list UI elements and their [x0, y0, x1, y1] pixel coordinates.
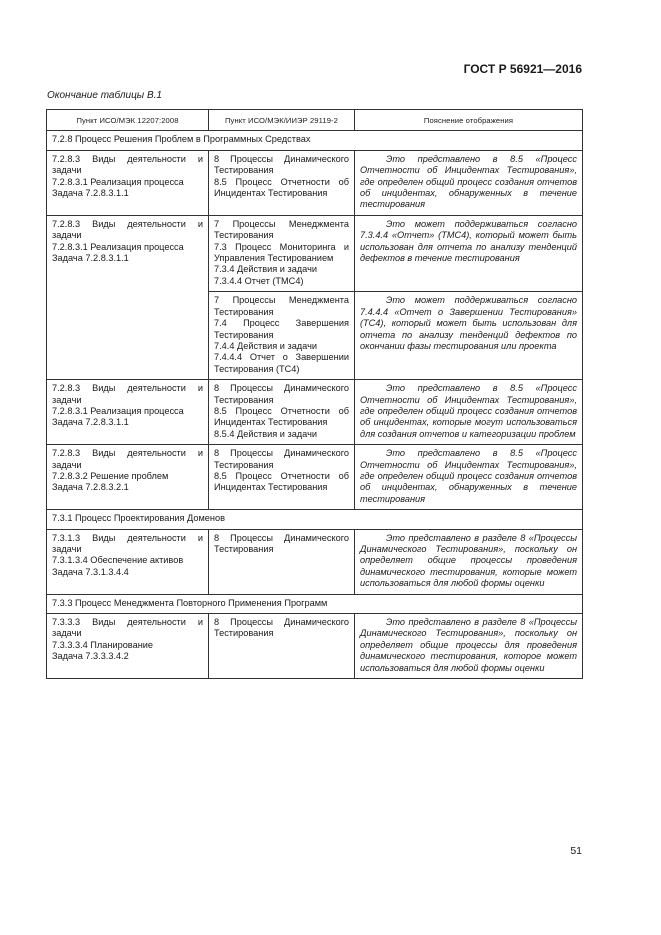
clause-text: 7 Процессы Менеджмента Тестирования: [214, 218, 349, 241]
clause-text: 7.4.4 Действия и задачи: [214, 340, 317, 351]
clause-text: 7.3.4 Действия и задачи: [214, 264, 317, 275]
page-number: 51: [570, 845, 582, 857]
table-header-row: [47, 110, 583, 131]
clause-text: 8 Процессы Динамического Тестирования: [214, 532, 349, 554]
clause-text: 8.5 Процесс Отчетности об Инцидентах Тестирования: [214, 405, 349, 428]
section-title: 7.3.3 Процесс Менеджмента Повторного Применения Программ: [47, 594, 583, 613]
clause-text: 7.2.8.3 Виды деятельности и задачи: [52, 218, 203, 241]
explanation-cell: Это представлено в разделе 8 «Процессы Динамического Тестирования», поскольку он определяет общие процессы проведения динамического тестирования, которые может использоваться для любой формы оценки: [355, 529, 583, 594]
section-row: [47, 594, 583, 613]
iso-12207-cell: [47, 529, 209, 594]
column-header: Пункт ИСО/МЭК/ИИЭР 29119-2: [209, 110, 355, 131]
table-caption: Окончание таблицы В.1: [47, 90, 162, 101]
table-row: [47, 445, 583, 510]
clause-text: Задача 7.2.8.3.2.1: [52, 482, 129, 493]
clause-text: 7.3.3.3.4 Планирование: [52, 639, 154, 650]
table-row: [47, 614, 583, 679]
section-row: [47, 131, 583, 150]
explanation-cell: Это представлено в 8.5 «Процесс Отчетности об Инцидентах Тестирования», где определен общий процесс создания отчетов об инцидентах, обнаруженных в течение тестирования: [355, 445, 583, 510]
clause-text: 7 Процессы Менеджмента Тестирования: [214, 295, 349, 317]
clause-text: 8 Процессы Динамического Тестирования: [214, 617, 349, 639]
clause-text: 8.5 Процесс Отчетности об Инцидентах Тестирования: [214, 470, 349, 493]
clause-text: 8 Процессы Динамического Тестирования: [214, 383, 349, 405]
table-row: [47, 529, 583, 594]
clause-text: 8.5.4 Действия и задачи: [214, 428, 317, 439]
clause-text: Задача 7.3.1.3.4.4: [52, 566, 129, 577]
iso-12207-cell: [47, 445, 209, 510]
clause-text: 8.5 Процесс Отчетности об Инцидентах Тестирования: [214, 176, 349, 199]
table-row: [47, 215, 583, 291]
section-title: 7.3.1 Процесс Проектирования Доменов: [47, 510, 583, 529]
clause-text: 7.2.8.3.1 Реализация процесса: [52, 405, 184, 416]
explanation-cell: Это может поддерживаться согласно 7.3.4.4 «Отчет» (TMC4), который может быть использован для отчета по анализу тенденций дефектов в течение тестирования: [355, 215, 583, 291]
document-code: ГОСТ Р 56921—2016: [463, 62, 582, 76]
explanation-cell: Это представлено в 8.5 «Процесс Отчетности об Инцидентах Тестирования», где определен общий процесс создания отчетов об инцидентах, которые могут использоваться для создания отчетов и категоризации проблем: [355, 380, 583, 445]
iso-29119-cell: [209, 150, 355, 215]
iso-29119-cell: [209, 292, 355, 380]
iso-29119-cell: [209, 215, 355, 291]
iso-29119-cell: [209, 445, 355, 510]
clause-text: 7.3 Процесс Мониторинга и Управления Тестированием: [214, 241, 349, 264]
clause-text: 7.2.8.3.1 Реализация процесса: [52, 241, 184, 252]
clause-text: 8 Процессы Динамического Тестирования: [214, 448, 349, 470]
clause-text: 7.3.4.4 Отчет (TMC4): [214, 275, 304, 286]
iso-12207-cell: [47, 150, 209, 215]
section-title: 7.2.8 Процесс Решения Проблем в Программных Средствах: [47, 131, 583, 150]
clause-text: Задача 7.2.8.3.1.1: [52, 188, 129, 199]
clause-text: 7.4 Процесс Завершения Тестирования: [214, 318, 349, 340]
iso-29119-cell: [209, 380, 355, 445]
explanation-cell: Это представлено в 8.5 «Процесс Отчетности об Инцидентах Тестирования», где определен общий процесс создания отчетов об инцидентах, обнаруженных в течение тестирования: [355, 150, 583, 215]
mapping-table: [46, 109, 583, 679]
iso-12207-cell: [47, 614, 209, 679]
table-row: [47, 380, 583, 445]
table-row: [47, 150, 583, 215]
clause-text: 7.3.3.3 Виды деятельности и задачи: [52, 617, 203, 639]
iso-12207-cell: [47, 215, 209, 379]
iso-29119-cell: [209, 529, 355, 594]
clause-text: 7.3.1.3 Виды деятельности и задачи: [52, 532, 203, 554]
column-header: Пункт ИСО/МЭК 12207:2008: [47, 110, 209, 131]
iso-12207-cell: [47, 380, 209, 445]
clause-text: 7.3.1.3.4 Обеспечение активов: [52, 555, 184, 566]
column-header: Пояснение отображения: [355, 110, 583, 131]
clause-text: 8 Процессы Динамического Тестирования: [214, 153, 349, 176]
clause-text: 7.2.8.3.1 Реализация процесса: [52, 176, 184, 187]
clause-text: 7.2.8.3 Виды деятельности и задачи: [52, 448, 203, 470]
explanation-cell: Это представлено в разделе 8 «Процессы Динамического Тестирования», поскольку он определяет общие процессы для проведения динамического тестирования, которое может использоваться для любой формы оценки: [355, 614, 583, 679]
explanation-cell: Это может поддерживаться согласно 7.4.4.4 «Отчет о Завершении Тестирования» (TC4), который может быть использован для отчета по анализу тенденций дефектов по окончании фазы тестирования или проекта: [355, 292, 583, 380]
clause-text: 7.2.8.3 Виды деятельности и задачи: [52, 383, 203, 405]
clause-text: 7.2.8.3 Виды деятельности и задачи: [52, 153, 203, 176]
clause-text: 7.2.8.3.2 Решение проблем: [52, 470, 169, 481]
clause-text: Задача 7.2.8.3.1.1: [52, 417, 129, 428]
clause-text: 7.4.4.4 Отчет о Завершении Тестирования (TC4): [214, 352, 349, 374]
section-row: [47, 510, 583, 529]
clause-text: Задача 7.3.3.3.4.2: [52, 651, 129, 662]
iso-29119-cell: [209, 614, 355, 679]
clause-text: Задача 7.2.8.3.1.1: [52, 253, 129, 264]
